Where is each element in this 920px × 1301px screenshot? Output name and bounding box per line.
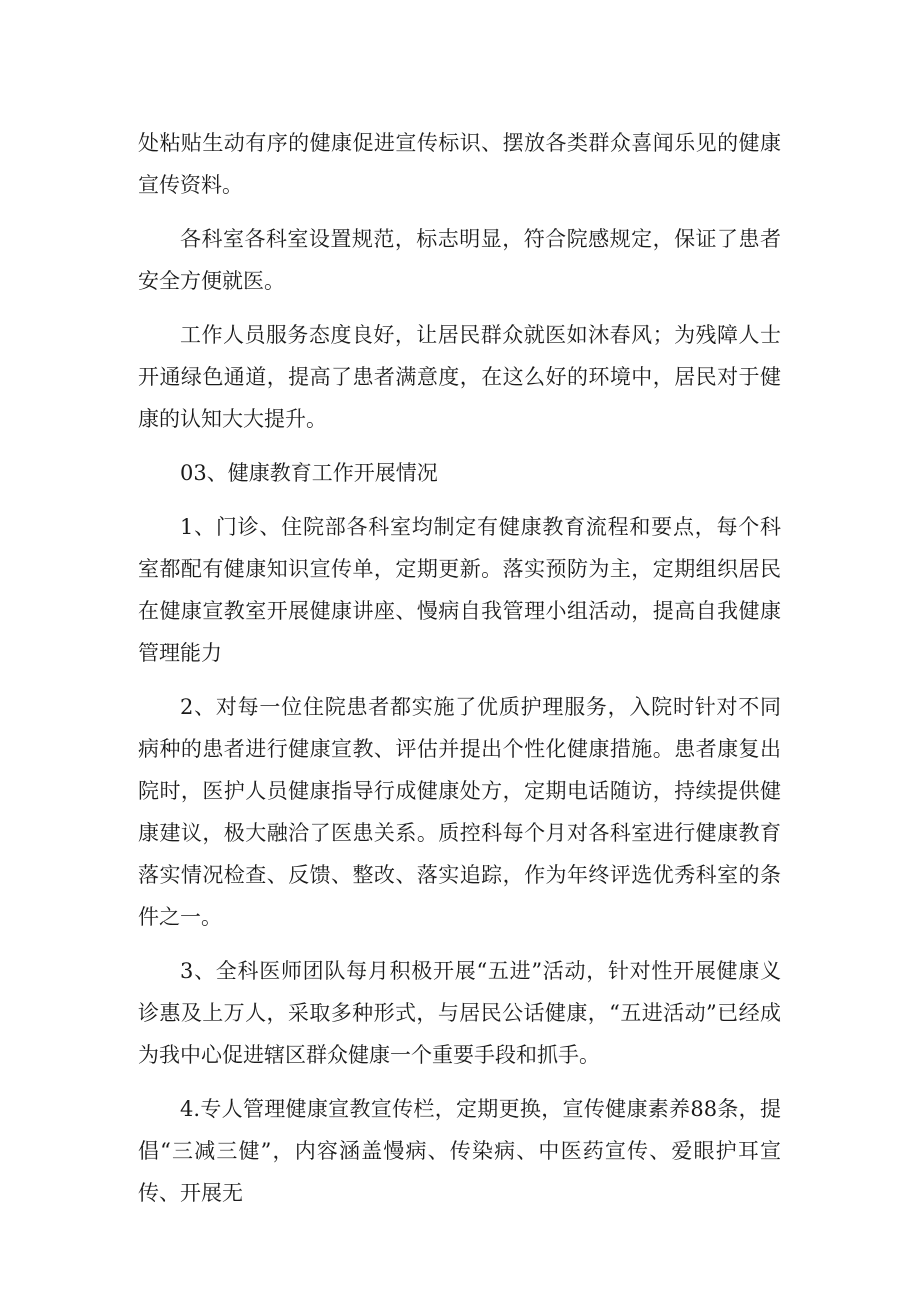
paragraph-item-2: 2、对每一位住院患者都实施了优质护理服务，入院时针对不同病种的患者进行健康宣教、评估并提出个性化健康措施。患者康复出院时，医护人员健康指导行成健康处方，定期电话随访，持续提供健康建议，极大融洽了医患关系。质控科每个月对各科室进行健康教育落实情况检查、反馈、整改、落实追踪，作为年终评选优秀科室的条件之一。 <box>138 695 781 929</box>
document-body <box>138 122 781 1226</box>
paragraph-staff: 工作人员服务态度良好，让居民群众就医如沐春风；为残障人士开通绿色通道，提高了患者满意度，在这么好的环境中，居民对于健康的认知大大提升。 <box>138 323 781 431</box>
paragraph-item-3: 3、全科医师团队每月积极开展“五进”活动，针对性开展健康义诊惠及上万人，采取多种形式，与居民公话健康，“五进活动”已经成为我中心促进辖区群众健康一个重要手段和抓手。 <box>138 959 781 1067</box>
paragraph-item-4: 4.专人管理健康宣教宣传栏，定期更换，宣传健康素养88条，提倡“三减三健”，内容涵盖慢病、传染病、中医药宣传、爱眼护耳宣传、开展无 <box>138 1097 781 1205</box>
paragraph-item-1: 1、门诊、住院部各科室均制定有健康教育流程和要点，每个科室都配有健康知识宣传单，定期更新。落实预防为主，定期组织居民在健康宣教室开展健康讲座、慢病自我管理小组活动，提高自我健康管理能力 <box>138 515 781 665</box>
paragraph-continuation: 处粘贴生动有序的健康促进宣传标识、摆放各类群众喜闻乐见的健康宣传资料。 <box>138 131 781 197</box>
section-heading: 03、健康教育工作开展情况 <box>180 461 438 485</box>
paragraph-departments: 各科室各科室设置规范，标志明显，符合院感规定，保证了患者安全方便就医。 <box>138 227 781 293</box>
